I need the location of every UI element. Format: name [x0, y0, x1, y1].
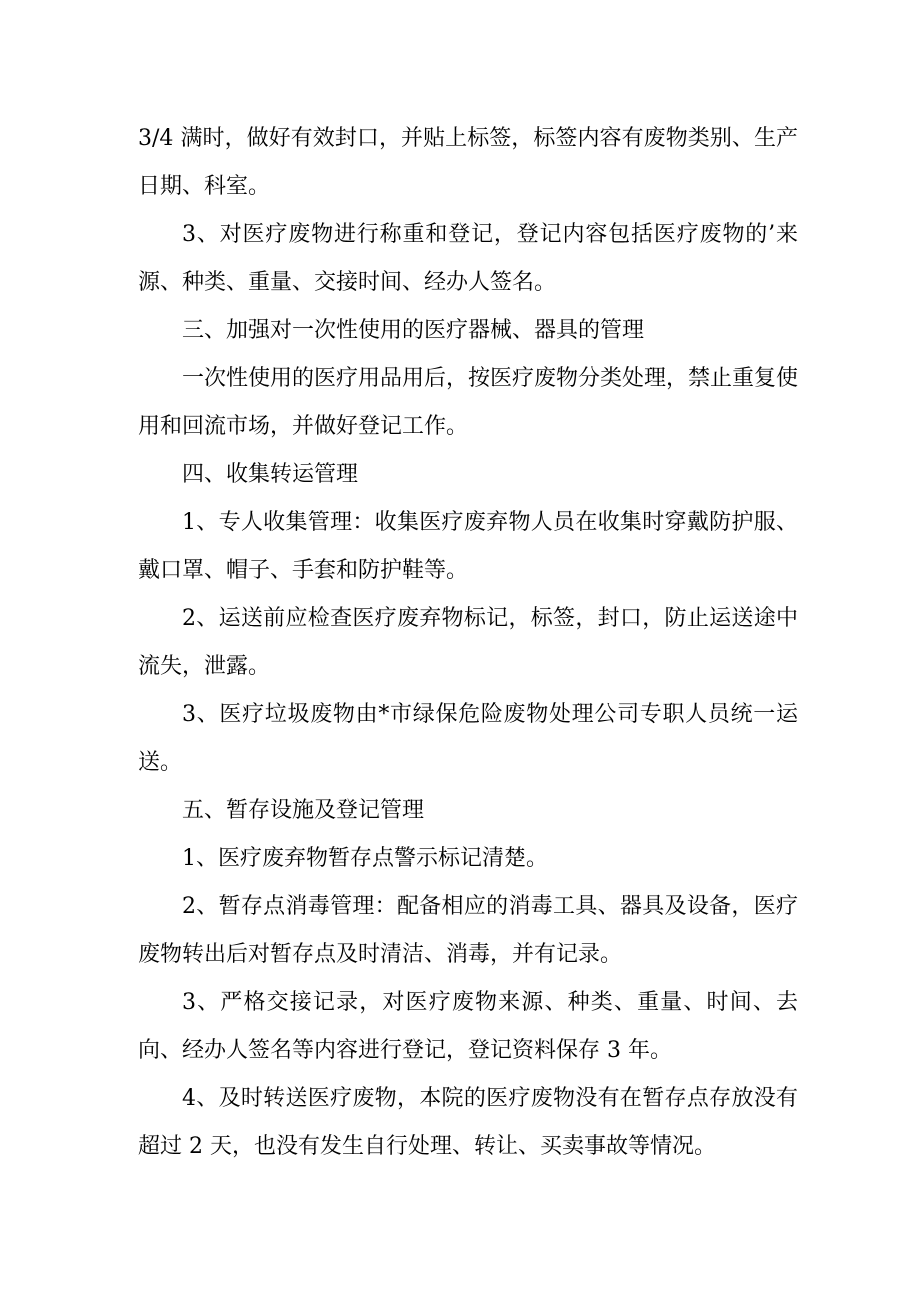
paragraph-item-storage-2: 2、暂存点消毒管理：配备相应的消毒工具、器具及设备，医疗废物转出后对暂存点及时清洁、消毒，并有记录。: [138, 894, 798, 967]
paragraph-item-collection-3: 3、医疗垃圾废物由*市绿保危险废物处理公司专职人员统一运送。: [138, 702, 798, 775]
paragraph-item-storage-3: 3、严格交接记录，对医疗废物来源、种类、重量、时间、去向、经办人签名等内容进行登记，登记资料保存 3 年。: [138, 990, 798, 1063]
paragraph-disposable: 一次性使用的医疗用品用后，按医疗废物分类处理，禁止重复使用和回流市场，并做好登记工作。: [138, 366, 799, 439]
paragraph-item-storage-4: 4、及时转送医疗废物，本院的医疗废物没有在暂存点存放没有超过 2 天，也没有发生自行处理、转让、买卖事故等情况。: [138, 1086, 798, 1159]
paragraph-item-weighing: 3、对医疗废物进行称重和登记，登记内容包括医疗废物的’来源、种类、重量、交接时间、经办人签名。: [138, 222, 798, 295]
section-heading-collection: 四、收集转运管理: [182, 462, 359, 487]
paragraph-item-collection-2: 2、运送前应检查医疗废弃物标记，标签，封口，防止运送途中流失，泄露。: [138, 606, 798, 679]
paragraph-item-storage-1: 1、医疗废弃物暂存点警示标记清楚。: [182, 846, 548, 871]
paragraph-item-collection-1: 1、专人收集管理：收集医疗废弃物人员在收集时穿戴防护服、戴口罩、帽子、手套和防护鞋等。: [138, 510, 798, 583]
section-heading-disposable: 三、加强对一次性使用的医疗器械、器具的管理: [182, 318, 645, 343]
paragraph-continuation: 3/4 满时，做好有效封口，并贴上标签，标签内容有废物类别、生产日期、科室。: [138, 126, 798, 199]
document-body: [138, 115, 798, 1171]
section-heading-storage: 五、暂存设施及登记管理: [182, 798, 425, 823]
